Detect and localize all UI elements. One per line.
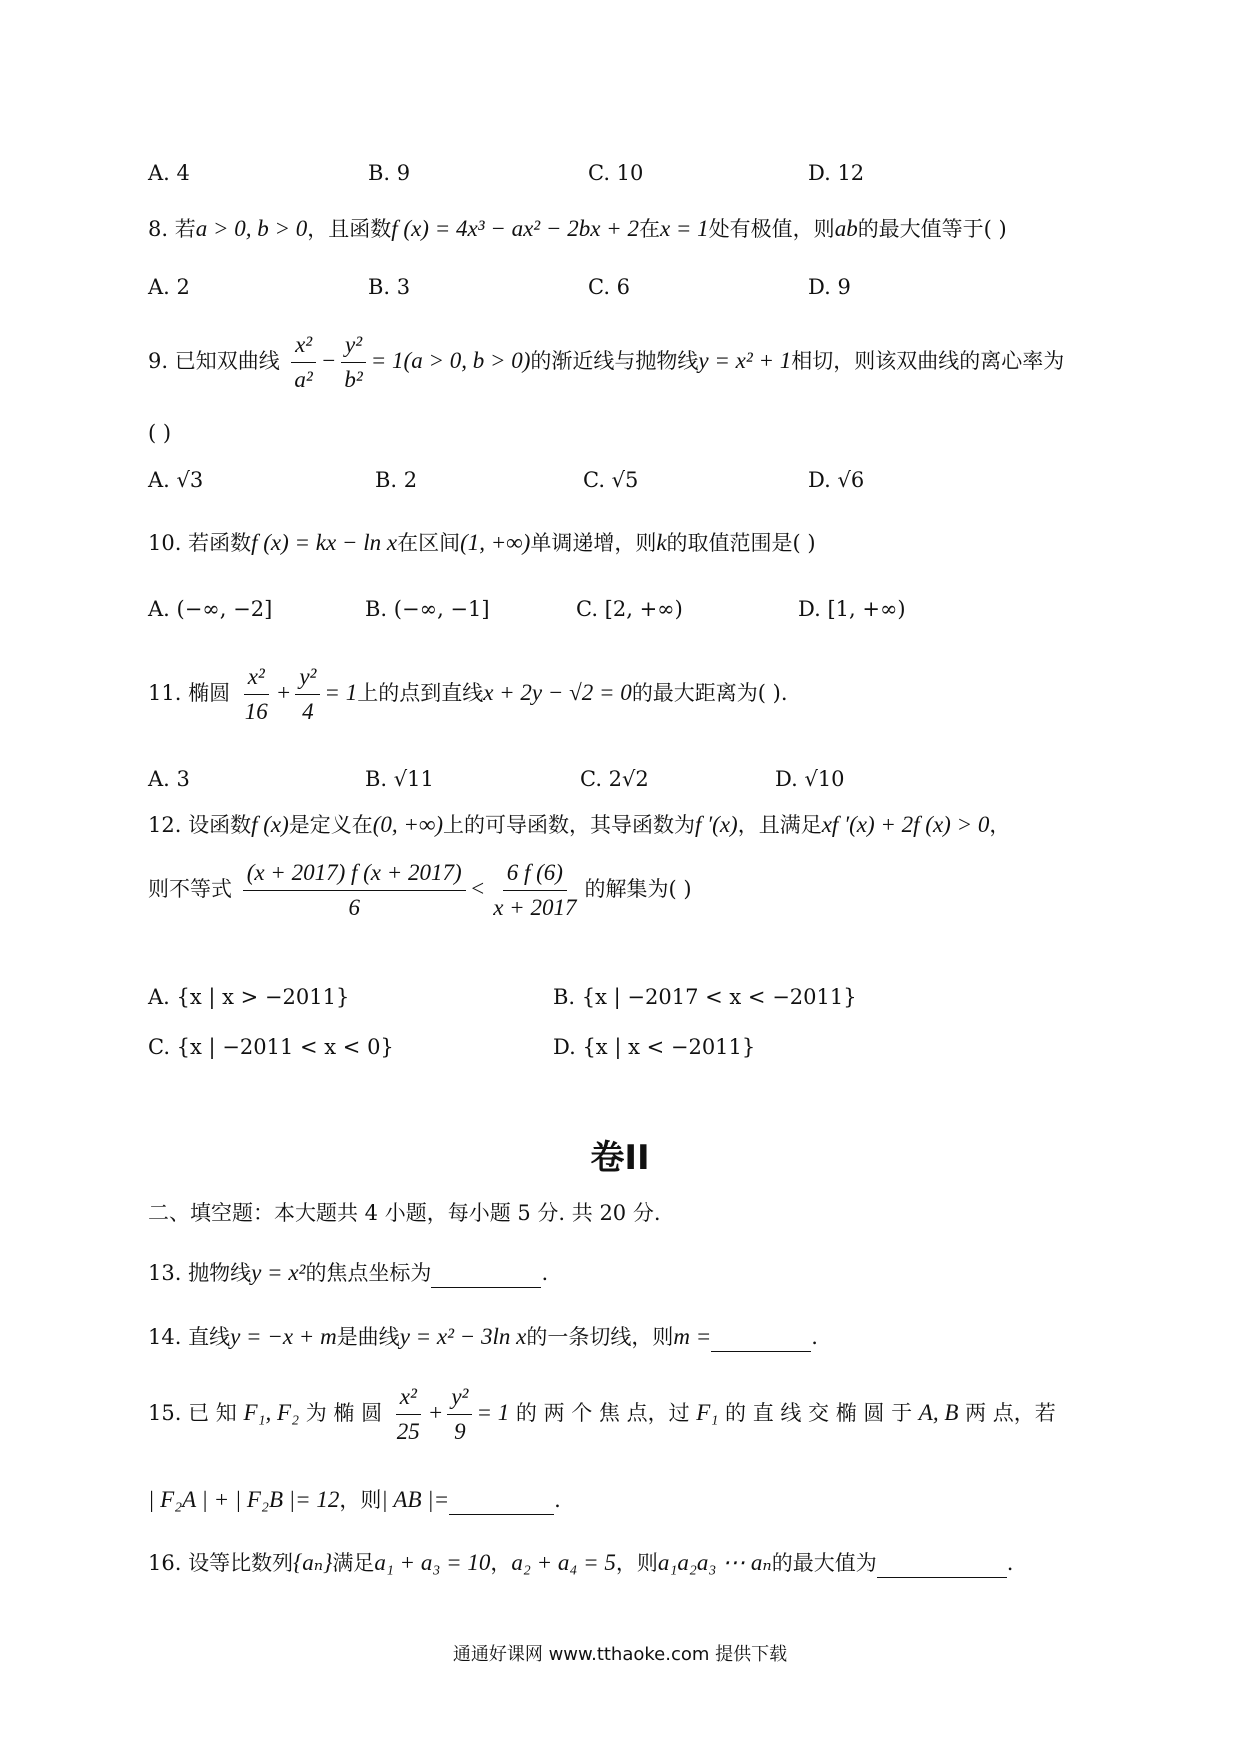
q10-option-b: B. (−∞, −1] <box>365 597 490 621</box>
question-text: 在 <box>638 217 660 241</box>
q12-option-c: C. {x | −2011 < x < 0} <box>148 1035 394 1059</box>
question-8 <box>148 214 1007 244</box>
question-text: 的最大值等于( ) <box>857 217 1007 241</box>
q10-option-a: A. (−∞, −2] <box>148 597 273 621</box>
math-expression: f (x) <box>251 812 289 837</box>
question-11 <box>148 662 788 727</box>
math-expression: a > 0, b > 0 <box>195 216 308 241</box>
question-text: ， <box>989 813 1011 837</box>
q12-option-a: A. {x | x > −2011} <box>148 985 350 1009</box>
math-expression: y = x² <box>251 1260 306 1285</box>
q9-answer-paren: ( ) <box>148 421 172 445</box>
q7-option-a: A. 4 <box>148 161 190 185</box>
q10-option-d: D. [1, +∞) <box>798 597 906 621</box>
math-expression: y = −x + m <box>230 1324 337 1349</box>
question-text: ，且函数 <box>307 217 392 241</box>
fraction-denominator: b² <box>344 367 363 392</box>
math-expression: F₁ <box>696 1400 719 1425</box>
question-14 <box>148 1322 818 1352</box>
fraction <box>241 662 272 727</box>
answer-blank[interactable] <box>711 1329 811 1352</box>
fraction-numerator: y² <box>341 330 366 363</box>
question-number: 14. <box>148 1325 182 1349</box>
section-2-header: 二、填空题：本大题共 4 小题，每小题 5 分. 共 20 分. <box>148 1201 661 1225</box>
q11-option-b: B. √11 <box>365 767 434 791</box>
question-text: 的渐近线与抛物线 <box>530 349 699 373</box>
fraction <box>295 662 320 727</box>
q9-option-c: C. √5 <box>583 468 639 492</box>
question-text: 是曲线 <box>336 1325 400 1349</box>
math-operator: < <box>469 876 486 901</box>
question-16 <box>148 1548 1013 1578</box>
fraction <box>489 858 580 923</box>
question-number: 12. <box>148 813 182 837</box>
question-text: 设等比数列 <box>188 1551 294 1575</box>
question-text: ，则 <box>339 1488 382 1512</box>
question-text: ， <box>490 1551 512 1575</box>
answer-blank[interactable] <box>877 1555 1007 1578</box>
question-text: 的一条切线，则 <box>526 1325 674 1349</box>
question-text: 的 直 线 交 椭 圆 于 <box>725 1401 913 1425</box>
math-expression: a₂ + a₄ = 5 <box>511 1550 616 1575</box>
question-number: 10. <box>148 531 182 555</box>
question-text: 在区间 <box>397 531 461 555</box>
math-expression: m = <box>673 1324 712 1349</box>
q9-option-a: A. √3 <box>148 468 204 492</box>
math-expression: x = 1 <box>659 216 709 241</box>
question-text: . <box>541 1261 549 1285</box>
question-12-line-2 <box>148 858 692 923</box>
math-expression: | AB |= <box>381 1487 450 1512</box>
q9-option-d: D. √6 <box>808 468 865 492</box>
fraction <box>290 330 316 395</box>
math-expression: {aₙ} <box>293 1550 333 1575</box>
math-expression: y = x² + 1 <box>698 348 792 373</box>
question-number: 16. <box>148 1551 182 1575</box>
q12-option-b: B. {x | −2017 < x < −2011} <box>553 985 857 1009</box>
question-12-line-1 <box>148 810 1010 840</box>
question-text: 是定义在 <box>288 813 373 837</box>
question-10 <box>148 528 816 558</box>
fraction-denominator: a² <box>294 367 313 392</box>
fraction-numerator: y² <box>295 662 320 695</box>
question-text: 的取值范围是( ) <box>666 531 816 555</box>
question-text: 满足 <box>332 1551 375 1575</box>
fraction-numerator: y² <box>447 1382 472 1415</box>
fraction-numerator: 6 f (6) <box>503 858 567 891</box>
q8-option-a: A. 2 <box>148 275 190 299</box>
question-text: 相切，则该双曲线的离心率为 <box>791 349 1065 373</box>
q9-option-b: B. 2 <box>375 468 418 492</box>
math-expression: f (x) = kx − ln x <box>251 530 398 555</box>
fraction-numerator: x² <box>291 330 316 363</box>
q11-option-d: D. √10 <box>775 767 845 791</box>
math-operator: − <box>320 348 337 373</box>
question-15-line-2 <box>148 1485 561 1515</box>
math-expression: xf ′(x) + 2f (x) > 0 <box>821 812 990 837</box>
question-text: 设函数 <box>188 813 252 837</box>
math-expression: y = x² − 3ln x <box>399 1324 527 1349</box>
q7-option-b: B. 9 <box>368 161 411 185</box>
q8-option-c: C. 6 <box>588 275 631 299</box>
question-9 <box>148 330 1064 395</box>
question-text: 的焦点坐标为 <box>305 1261 432 1285</box>
question-text: 的 两 个 焦 点，过 <box>515 1401 690 1425</box>
fraction-numerator: x² <box>396 1382 421 1415</box>
q7-option-d: D. 12 <box>808 161 865 185</box>
fraction-denominator: 9 <box>454 1419 466 1444</box>
fraction-denominator: 16 <box>244 699 268 724</box>
question-text: 已知双曲线 <box>174 349 280 373</box>
q12-option-d: D. {x | x < −2011} <box>553 1035 756 1059</box>
math-expression: = 1 <box>476 1400 510 1425</box>
question-text: 的解集为( ) <box>584 877 692 901</box>
math-expression: = 1(a > 0, b > 0) <box>370 348 531 373</box>
fraction <box>340 330 366 395</box>
math-expression: (0, +∞) <box>372 812 444 837</box>
question-text: 的最大值为 <box>771 1551 877 1575</box>
math-expression: k <box>656 530 667 555</box>
question-text: 上的可导函数，其导函数为 <box>443 813 696 837</box>
question-text: . <box>811 1325 818 1349</box>
fraction-numerator: (x + 2017) f (x + 2017) <box>243 858 466 891</box>
question-number: 13. <box>148 1261 182 1285</box>
answer-blank[interactable] <box>431 1265 541 1288</box>
question-text: ，则 <box>615 1551 658 1575</box>
fraction-denominator: 6 <box>348 895 360 920</box>
question-number: 11. <box>148 681 182 705</box>
q8-option-b: B. 3 <box>368 275 411 299</box>
question-text: 若 <box>174 217 196 241</box>
section-title: 卷II <box>590 1138 650 1178</box>
math-expression: A, B <box>918 1400 959 1425</box>
math-expression: f ′(x) <box>695 812 738 837</box>
question-text: 则不等式 <box>148 877 232 901</box>
math-expression: (1, +∞) <box>460 530 531 555</box>
q7-option-c: C. 10 <box>588 161 644 185</box>
math-expression: f (x) = 4x³ − ax² − 2bx + 2 <box>391 216 639 241</box>
math-expression: x + 2y − √2 = 0 <box>483 680 632 705</box>
question-text: 两 点，若 <box>965 1401 1056 1425</box>
fraction-denominator: 25 <box>396 1419 420 1444</box>
answer-blank[interactable] <box>449 1492 554 1515</box>
question-number: 15. <box>148 1401 182 1425</box>
question-text: 椭圆 <box>188 681 231 705</box>
question-number: 9. <box>148 349 169 373</box>
question-number: 8. <box>148 217 169 241</box>
question-text: . <box>1006 1551 1014 1575</box>
question-13 <box>148 1258 548 1288</box>
fraction <box>393 1382 424 1447</box>
question-text: 单调递增，则 <box>530 531 657 555</box>
fraction <box>447 1382 472 1447</box>
question-text: ，且满足 <box>737 813 822 837</box>
math-expression: a₁a₂a₃ ⋯ aₙ <box>657 1550 772 1575</box>
math-expression: = 1 <box>324 680 358 705</box>
fraction-denominator: 4 <box>302 699 314 724</box>
math-expression: F₁, F₂ <box>243 1400 300 1425</box>
fraction-denominator: x + 2017 <box>493 895 577 920</box>
question-text: . <box>554 1488 561 1512</box>
question-text: 若函数 <box>188 531 252 555</box>
q8-option-d: D. 9 <box>808 275 851 299</box>
footer-credit: 通通好课网 www.tthaoke.com 提供下载 <box>452 1644 788 1665</box>
question-text: 直线 <box>188 1325 231 1349</box>
math-expression: ab <box>834 216 858 241</box>
question-text: 上的点到直线 <box>357 681 484 705</box>
question-text: 的最大距离为( ). <box>631 681 788 705</box>
math-operator: + <box>427 1400 444 1425</box>
math-expression: a₁ + a₃ = 10 <box>374 1550 491 1575</box>
question-text: 处有极值，则 <box>708 217 835 241</box>
question-15-line-1 <box>148 1382 1056 1447</box>
q10-option-c: C. [2, +∞) <box>576 597 683 621</box>
math-operator: + <box>275 680 292 705</box>
question-text: 已 知 <box>188 1401 237 1425</box>
q11-option-c: C. 2√2 <box>580 767 649 791</box>
math-expression: | F₂A | + | F₂B |= 12 <box>148 1487 340 1512</box>
fraction <box>243 858 466 923</box>
question-text: 为 椭 圆 <box>305 1401 383 1425</box>
fraction-numerator: x² <box>244 662 269 695</box>
q11-option-a: A. 3 <box>148 767 190 791</box>
question-text: 抛物线 <box>188 1261 252 1285</box>
